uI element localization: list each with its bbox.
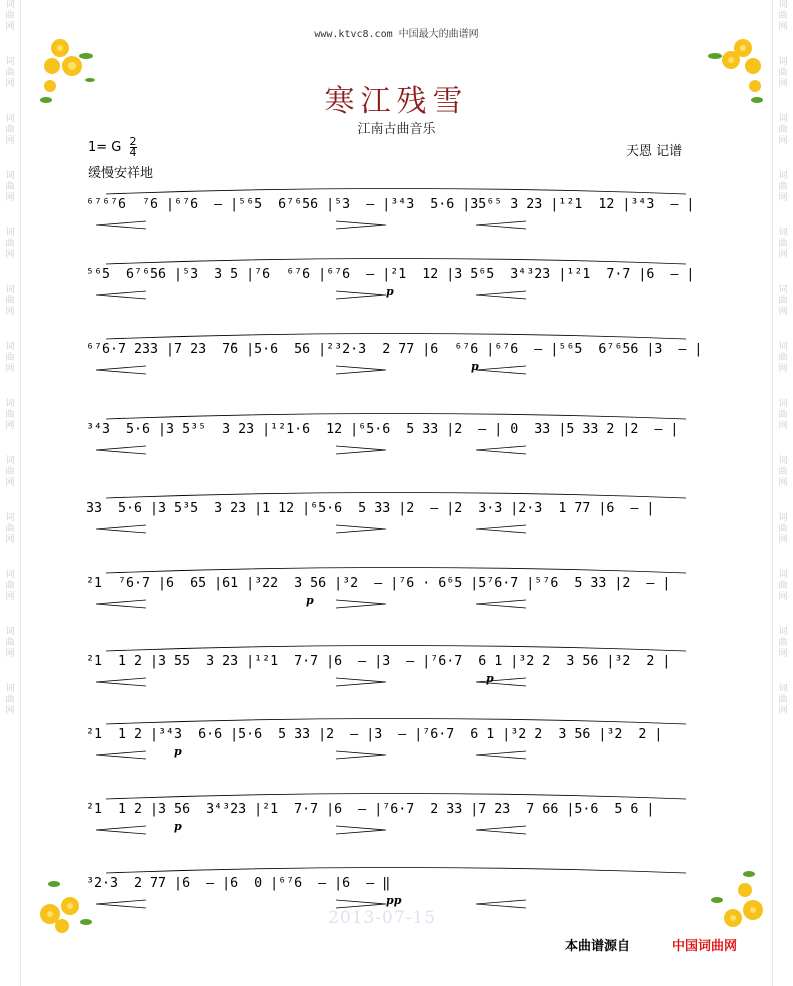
watermark-glyph: 词	[5, 627, 15, 637]
watermark-glyph: 网	[5, 592, 15, 602]
watermark-glyph: 网	[778, 706, 788, 716]
watermark-glyph: 曲	[5, 467, 15, 477]
hairpin-markings	[86, 364, 706, 378]
watermark-glyph: 曲	[5, 638, 15, 648]
watermark-glyph: 曲	[778, 581, 788, 591]
watermark-glyph: 词	[5, 57, 15, 67]
dynamic-marking: p	[471, 360, 479, 373]
watermark-glyph: 词	[778, 627, 788, 637]
hairpin-markings	[86, 523, 706, 537]
watermark-glyph: 曲	[5, 410, 15, 420]
watermark-glyph: 词	[5, 456, 15, 466]
watermark-glyph: 网	[778, 250, 788, 260]
watermark-glyph: 曲	[5, 296, 15, 306]
notation-row: ³2·3 2 77 |6 – |6 0 |⁶⁷6 – |6 – ‖	[86, 876, 391, 891]
source-label: 本曲谱源自	[565, 939, 631, 954]
watermark-glyph: 词	[778, 114, 788, 124]
watermark-glyph: 曲	[778, 638, 788, 648]
watermark-glyph: 网	[778, 421, 788, 431]
watermark-glyph: 曲	[778, 524, 788, 534]
watermark-glyph: 词	[778, 342, 788, 352]
watermark-glyph: 词	[778, 171, 788, 181]
watermark-glyph: 词	[5, 684, 15, 694]
tempo-marking: 缓慢安祥地	[88, 166, 154, 181]
watermark-glyph: 网	[5, 193, 15, 203]
watermark-glyph: 曲	[778, 11, 788, 21]
watermark-glyph: 曲	[778, 410, 788, 420]
watermark-glyph: 曲	[5, 125, 15, 135]
watermark-glyph: 网	[5, 478, 15, 488]
right-border-line	[772, 0, 773, 986]
notation-row: ⁵⁶5 6⁷⁶56 |⁵3 3 5 |⁷6 ⁶⁷6 |⁶⁷6 – |²1 12 |3 5⁶5 3⁴³23 |¹²1 7·7 |6 – |	[86, 267, 695, 282]
dynamic-marking: p	[174, 745, 182, 758]
hairpin-markings	[86, 598, 706, 612]
dynamic-marking: p	[386, 285, 394, 298]
key-label: 1= G	[88, 140, 122, 155]
watermark-glyph: 词	[778, 228, 788, 238]
left-border-line	[20, 0, 21, 986]
meter-bottom: 4	[129, 146, 137, 159]
watermark-glyph: 词	[5, 171, 15, 181]
watermark-glyph: 词	[5, 228, 15, 238]
watermark-glyph: 网	[5, 22, 15, 32]
site-url: www.ktvc8.com 中国最大的曲谱网	[314, 29, 479, 40]
watermark-glyph: 曲	[5, 695, 15, 705]
hairpin-markings	[86, 219, 706, 233]
watermark-glyph: 曲	[778, 239, 788, 249]
watermark-glyph: 网	[5, 535, 15, 545]
watermark-glyph: 曲	[5, 68, 15, 78]
source-site-link[interactable]: 中国词曲网	[672, 939, 738, 954]
meter-top: 2	[129, 135, 137, 148]
watermark-glyph: 网	[778, 307, 788, 317]
watermark-glyph: 网	[5, 649, 15, 659]
hairpin-markings	[86, 289, 706, 303]
watermark-glyph: 曲	[778, 695, 788, 705]
watermark-glyph: 词	[778, 399, 788, 409]
watermark-glyph: 网	[778, 136, 788, 146]
watermark-glyph: 曲	[5, 239, 15, 249]
time-signature	[130, 137, 137, 158]
notation-row: ²1 1 2 |3 56 3⁴³23 |²1 7·7 |6 – |⁷6·7 2 33 |7 23 7 66 |5·6 5 6 |	[86, 802, 655, 817]
watermark-glyph: 词	[5, 0, 15, 10]
watermark-glyph: 词	[778, 684, 788, 694]
watermark-glyph: 网	[778, 22, 788, 32]
right-watermark-column	[775, 0, 791, 986]
watermark-glyph: 词	[5, 513, 15, 523]
flower-decoration-icon	[701, 866, 771, 936]
key-signature	[88, 137, 137, 158]
watermark-glyph: 词	[5, 285, 15, 295]
watermark-glyph: 词	[778, 285, 788, 295]
watermark-glyph: 词	[5, 342, 15, 352]
watermark-glyph: 网	[5, 421, 15, 431]
watermark-glyph: 网	[778, 592, 788, 602]
watermark-glyph: 网	[778, 478, 788, 488]
watermark-glyph: 曲	[5, 11, 15, 21]
notation-row: ²1 1 2 |³⁴3 6·6 |5·6 5 33 |2 – |3 – |⁷6·7 6 1 |³2 2 3 56 |³2 2 |	[86, 727, 663, 742]
watermark-glyph: 曲	[5, 182, 15, 192]
watermark-glyph: 词	[5, 399, 15, 409]
watermark-glyph: 曲	[778, 296, 788, 306]
watermark-glyph: 曲	[5, 524, 15, 534]
watermark-glyph: 网	[778, 193, 788, 203]
dynamic-marking: pp	[386, 894, 402, 907]
score-title: 寒江残雪	[324, 84, 469, 119]
watermark-glyph: 词	[5, 114, 15, 124]
watermark-glyph: 词	[778, 570, 788, 580]
transcriber: 天恩 记谱	[626, 144, 683, 159]
watermark-glyph: 网	[778, 79, 788, 89]
dynamic-marking: p	[306, 594, 314, 607]
notation-row: ²1 ⁷6·7 |6 65 |61 |³22 3 56 |³2 – |⁷6 · 6⁶5 |5⁷6·7 |⁵⁷6 5 33 |2 – |	[86, 576, 671, 591]
watermark-glyph: 词	[778, 57, 788, 67]
notation-row: ⁶⁷⁶⁷6 ⁷6 |⁶⁷6 – |⁵⁶5 6⁷⁶56 |⁵3 – |³⁴3 5·6 |35⁶⁵ 3 23 |¹²1 12 |³⁴3 – |	[86, 197, 695, 212]
notation-row: ⁶⁷6·7 233 |7 23 7̃6 |5·6 56 |²³2·3 2 77 |6 ⁶⁷6 |⁶⁷6 – |⁵⁶5 6⁷⁶56 |3 – |	[86, 342, 703, 357]
dynamic-marking: p	[486, 672, 494, 685]
watermark-glyph: 网	[5, 307, 15, 317]
date-stamp: 2013-07-15	[328, 908, 437, 928]
watermark-glyph: 网	[778, 364, 788, 374]
watermark-glyph: 曲	[778, 467, 788, 477]
score-subtitle: 江南古曲音乐	[357, 122, 436, 137]
notation-row: ³⁴3 5·6 |3 5³⁵ 3 23 |¹²1·6 12 |⁶5·6 5 33 |2 – | 0 33 |5 33 2 |2 – |	[86, 422, 679, 437]
watermark-glyph: 网	[778, 649, 788, 659]
watermark-glyph: 词	[778, 456, 788, 466]
notation-row: ²1 1 2 |3 55 3 23 |¹²1 7·7 |6 – |3 – |⁷6·7 6 1 |³2 2 3 56 |³2 2 |	[86, 654, 671, 669]
watermark-glyph: 网	[778, 535, 788, 545]
watermark-glyph: 词	[778, 0, 788, 10]
watermark-glyph: 曲	[778, 353, 788, 363]
watermark-glyph: 网	[5, 250, 15, 260]
watermark-glyph: 网	[5, 79, 15, 89]
dynamic-marking: p	[174, 820, 182, 833]
watermark-glyph: 曲	[778, 125, 788, 135]
watermark-glyph: 网	[5, 136, 15, 146]
watermark-glyph: 曲	[778, 182, 788, 192]
hairpin-markings	[86, 676, 706, 690]
left-watermark-column	[2, 0, 18, 986]
notation-row: 33 5·6 |3 5³5 3 23 |1 12 |⁶5·6 5 33 |2 – |2 3·3 |2·3 1 77 |6 – |	[86, 501, 655, 516]
watermark-glyph: 网	[5, 706, 15, 716]
hairpin-markings	[86, 444, 706, 458]
watermark-glyph: 词	[5, 570, 15, 580]
watermark-glyph: 词	[778, 513, 788, 523]
watermark-glyph: 网	[5, 364, 15, 374]
watermark-glyph: 曲	[5, 581, 15, 591]
watermark-glyph: 曲	[778, 68, 788, 78]
watermark-glyph: 曲	[5, 353, 15, 363]
